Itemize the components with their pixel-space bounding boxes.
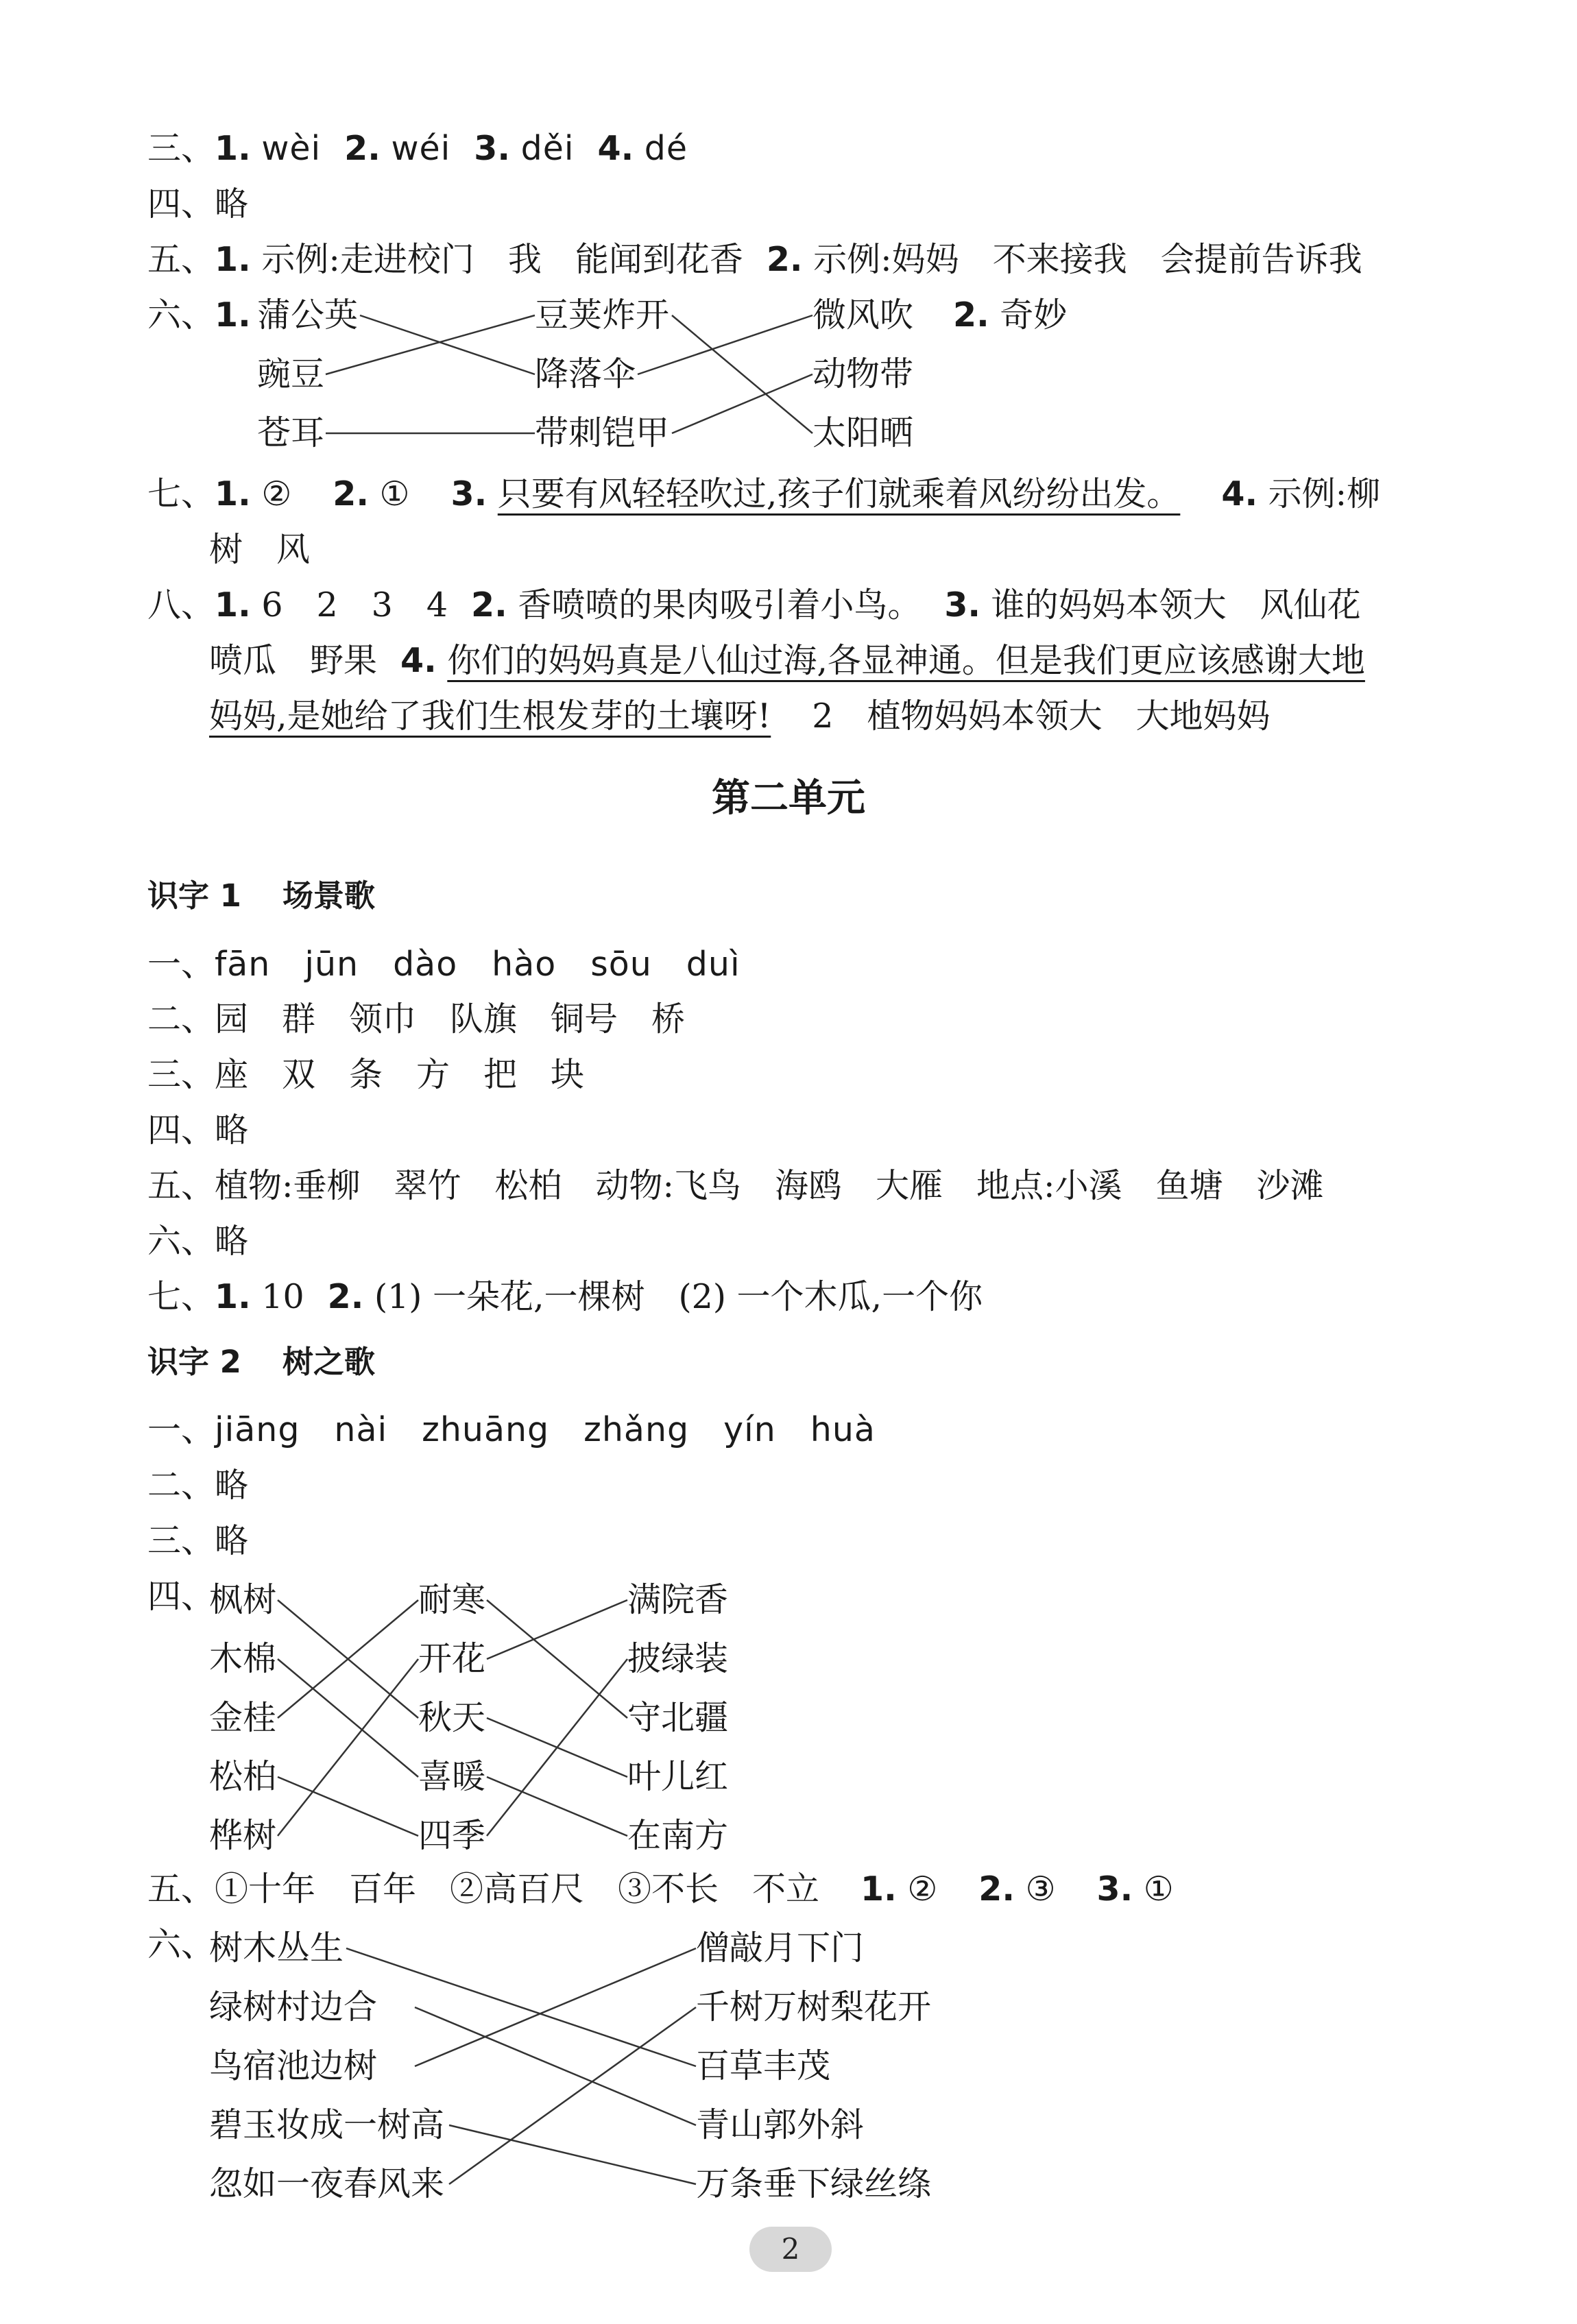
answer-6-2: 2. 奇妙 xyxy=(953,295,1068,335)
match4-left-5: 桦树 xyxy=(209,1816,277,1855)
link-flower-fragrance xyxy=(487,1600,627,1659)
lesson1-q3: 三、座 双 条 方 把 块 xyxy=(147,1055,585,1094)
match6b-right-5: 万条垂下绿丝绦 xyxy=(696,2164,932,2203)
match6b-left-3: 鸟宿池边树 xyxy=(209,2046,378,2085)
match4-mid-4: 喜暖 xyxy=(418,1757,486,1796)
link-autumn-red xyxy=(487,1718,627,1777)
match6b-right-4: 青山郭外斜 xyxy=(696,2105,865,2144)
lesson2-q4: 四、 xyxy=(147,1577,215,1616)
link-dandelion-parachute xyxy=(360,315,535,374)
match4-right-2: 披绿装 xyxy=(627,1639,729,1678)
match4-mid-3: 秋天 xyxy=(418,1698,486,1737)
match4-right-5: 在南方 xyxy=(627,1816,729,1855)
match6b-left-1: 树木丛生 xyxy=(209,1928,344,1968)
link-pod-sun xyxy=(672,315,812,433)
link-spiky-animal xyxy=(672,374,812,433)
match6b-left-5: 忽如一夜春风来 xyxy=(209,2164,445,2203)
answer-line-8-cont2: 妈妈,是她给了我们生根发芽的土壤呀! 2 植物妈妈本领大 大地妈妈 xyxy=(209,697,1271,736)
link-wind-pear xyxy=(449,2007,696,2184)
match4-left-4: 松柏 xyxy=(209,1757,277,1796)
answer-line-8-cont1: 喷瓜 野果 4. 你们的妈妈真是八仙过海,各显神通。但是我们更应该感谢大地 xyxy=(209,641,1365,680)
match6-mid-1: 豆荚炸开 xyxy=(535,295,670,335)
lesson2-title: 识字 2 树之歌 xyxy=(147,1344,375,1380)
match4-left-2: 木棉 xyxy=(209,1639,277,1678)
match6-left-3: 苍耳 xyxy=(257,413,325,452)
lesson2-q5: 五、①十年 百年 ②高百尺 ③不长 不立 1. ② 2. ③ 3. ① xyxy=(147,1869,1174,1909)
match6-mid-3: 带刺铠甲 xyxy=(535,413,670,452)
link-cold-north xyxy=(487,1600,627,1718)
link-trees-grass xyxy=(346,1948,696,2066)
match4-mid-2: 开花 xyxy=(418,1639,486,1678)
link-bird-monk xyxy=(415,1948,696,2066)
answer-line-7: 七、1. ② 2. ① 3. 只要有风轻轻吹过,孩子们就乘着风纷纷出发。 4. 示例:柳 xyxy=(147,474,1381,513)
match4-mid-5: 四季 xyxy=(418,1816,486,1855)
answer-line-8: 八、1. 6 2 3 4 2. 香喷喷的果肉吸引着小鸟。 3. 谁的妈妈本领大 风仙花 xyxy=(147,585,1361,625)
link-kapok-warm xyxy=(278,1659,418,1777)
answer-line-5: 五、1. 示例:走进校门 我 能闻到花香 2. 示例:妈妈 不来接我 会提前告诉我 xyxy=(147,240,1362,279)
link-birch-cold xyxy=(278,1659,418,1836)
link-village-hills xyxy=(415,2007,696,2125)
link-pine-season xyxy=(278,1777,418,1836)
link-season-green xyxy=(487,1659,627,1836)
match4-left-3: 金桂 xyxy=(209,1698,277,1737)
lesson2-q2: 二、略 xyxy=(147,1466,249,1505)
lesson2-q3: 三、略 xyxy=(147,1521,249,1560)
lesson1-q7: 七、1. 10 2. (1) 一朵花,一棵树 (2) 一个木瓜,一个你 xyxy=(147,1277,983,1316)
match6-mid-2: 降落伞 xyxy=(535,354,636,394)
lesson1-title: 识字 1 场景歌 xyxy=(147,877,375,914)
match4-right-4: 叶儿红 xyxy=(627,1757,729,1796)
match4-right-3: 守北疆 xyxy=(627,1698,729,1737)
match6b-right-2: 千树万树梨花开 xyxy=(696,1987,932,2026)
match6-right-1: 微风吹 xyxy=(812,295,914,335)
match6-right-3: 太阳晒 xyxy=(812,413,914,452)
lesson1-q2: 二、园 群 领巾 队旗 铜号 桥 xyxy=(147,1000,686,1039)
link-warm-south xyxy=(487,1777,627,1836)
lesson1-q1: 一、fān jūn dào hào sōu duì xyxy=(147,945,741,984)
match6b-left-4: 碧玉妆成一树高 xyxy=(209,2105,445,2144)
answer-line-4: 四、略 xyxy=(147,184,249,223)
answer-line-7-cont: 树 风 xyxy=(209,530,311,569)
lesson1-q4: 四、略 xyxy=(147,1111,249,1150)
answer-line-6: 六、1. xyxy=(147,295,251,335)
match6-right-2: 动物带 xyxy=(812,354,914,394)
lesson1-q6: 六、略 xyxy=(147,1222,249,1261)
lesson2-q6: 六、 xyxy=(147,1925,215,1964)
lesson1-q5: 五、植物:垂柳 翠竹 松柏 动物:飞鸟 海鸥 大雁 地点:小溪 鱼塘 沙滩 xyxy=(147,1166,1324,1205)
match6b-left-2: 绿树村边合 xyxy=(209,1987,378,2026)
page-number: 2 xyxy=(749,2227,832,2272)
match6-left-2: 豌豆 xyxy=(257,354,325,394)
link-jade-willow xyxy=(449,2125,696,2184)
match6b-right-3: 百草丰茂 xyxy=(696,2046,831,2085)
match4-mid-1: 耐寒 xyxy=(418,1580,486,1619)
match4-left-1: 枫树 xyxy=(209,1580,277,1619)
answer-line-3: 三、1. wèi 2. wéi 3. děi 4. dé xyxy=(147,129,688,168)
unit-title: 第二单元 xyxy=(712,776,865,821)
lesson2-q1: 一、jiāng nài zhuāng zhǎng yín huà xyxy=(147,1410,876,1449)
match4-right-1: 满院香 xyxy=(627,1580,729,1619)
match6-left-1: 蒲公英 xyxy=(257,295,359,335)
match6b-right-1: 僧敲月下门 xyxy=(696,1928,865,1968)
link-osmanthus-flower-1 xyxy=(278,1600,418,1718)
link-maple-autumn xyxy=(278,1600,418,1718)
